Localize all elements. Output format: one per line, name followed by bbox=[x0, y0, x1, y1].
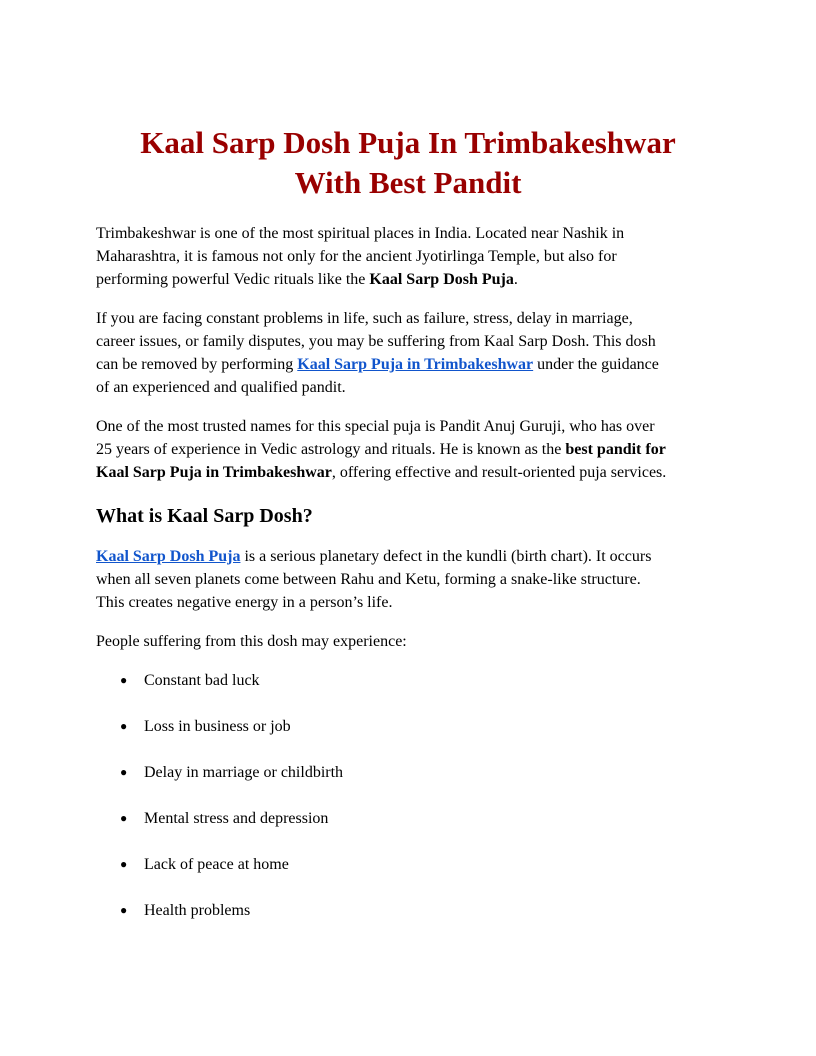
title-line-2: With Best Pandit bbox=[294, 165, 522, 200]
definition-line: This creates negative energy in a person’s life. bbox=[96, 594, 393, 611]
intro-line: Trimbakeshwar is one of the most spiritual places in India. Located near Nashik in bbox=[96, 225, 625, 242]
title-line-1: Kaal Sarp Dosh Puja In Trimbakeshwar bbox=[140, 125, 676, 160]
intro-text: . bbox=[513, 271, 518, 288]
problems-line bbox=[96, 353, 728, 376]
symptoms-lead: People suffering from this dosh may experience: bbox=[96, 633, 407, 650]
pandit-bold-term: best pandit for bbox=[565, 441, 666, 458]
page-title bbox=[96, 123, 720, 203]
symptom-text: Health problems bbox=[144, 902, 251, 919]
pandit-line bbox=[96, 438, 728, 461]
problems-line: If you are facing constant problems in life, such as failure, stress, delay in marriage, bbox=[96, 310, 633, 327]
symptom-text: Loss in business or job bbox=[144, 718, 291, 735]
section-heading: What is Kaal Sarp Dosh? bbox=[96, 505, 313, 527]
pandit-bold-term: Kaal Sarp Puja in Trimbakeshwar bbox=[96, 464, 332, 481]
pandit-paragraph bbox=[96, 415, 728, 484]
problems-line: career issues, or family disputes, you may be suffering from Kaal Sarp Dosh. This dosh bbox=[96, 333, 656, 350]
problems-text: under the guidance bbox=[533, 356, 659, 373]
intro-paragraph bbox=[96, 222, 728, 291]
pandit-text: 25 years of experience in Vedic astrology and rituals. He is known as the bbox=[96, 441, 566, 458]
problems-paragraph bbox=[96, 307, 728, 399]
definition-line bbox=[96, 545, 728, 568]
kaal-sarp-puja-trimbakeshwar-link[interactable]: Kaal Sarp Puja in Trimbakeshwar bbox=[297, 356, 534, 373]
problems-line: of an experienced and qualified pandit. bbox=[96, 379, 346, 396]
intro-bold-term: Kaal Sarp Dosh Puja bbox=[369, 271, 514, 288]
definition-paragraph bbox=[96, 545, 728, 614]
kaal-sarp-dosh-puja-link[interactable]: Kaal Sarp Dosh Puja bbox=[96, 548, 241, 565]
bullet-icon: ● bbox=[120, 857, 128, 871]
bullet-icon: ● bbox=[120, 765, 128, 779]
definition-line: when all seven planets come between Rahu and Ketu, forming a snake-like structure. bbox=[96, 571, 641, 588]
symptom-text: Delay in marriage or childbirth bbox=[144, 764, 344, 781]
pandit-text: , offering effective and result-oriented puja services. bbox=[331, 464, 667, 481]
symptom-text: Mental stress and depression bbox=[144, 810, 329, 827]
bullet-icon: ● bbox=[120, 811, 128, 825]
intro-line: Maharashtra, it is famous not only for the ancient Jyotirlinga Temple, but also for bbox=[96, 248, 617, 265]
problems-text: can be removed by performing bbox=[96, 356, 298, 373]
bullet-icon: ● bbox=[120, 719, 128, 733]
intro-text: performing powerful Vedic rituals like the bbox=[96, 271, 370, 288]
pandit-line: One of the most trusted names for this special puja is Pandit Anuj Guruji, who has over bbox=[96, 418, 655, 435]
bullet-icon: ● bbox=[120, 903, 128, 917]
bullet-icon: ● bbox=[120, 673, 128, 687]
symptom-text: Lack of peace at home bbox=[144, 856, 289, 873]
pandit-line bbox=[96, 461, 728, 484]
intro-line bbox=[96, 268, 728, 291]
definition-text: is a serious planetary defect in the kundli (birth chart). It occurs bbox=[240, 548, 652, 565]
symptom-text: Constant bad luck bbox=[144, 672, 260, 689]
